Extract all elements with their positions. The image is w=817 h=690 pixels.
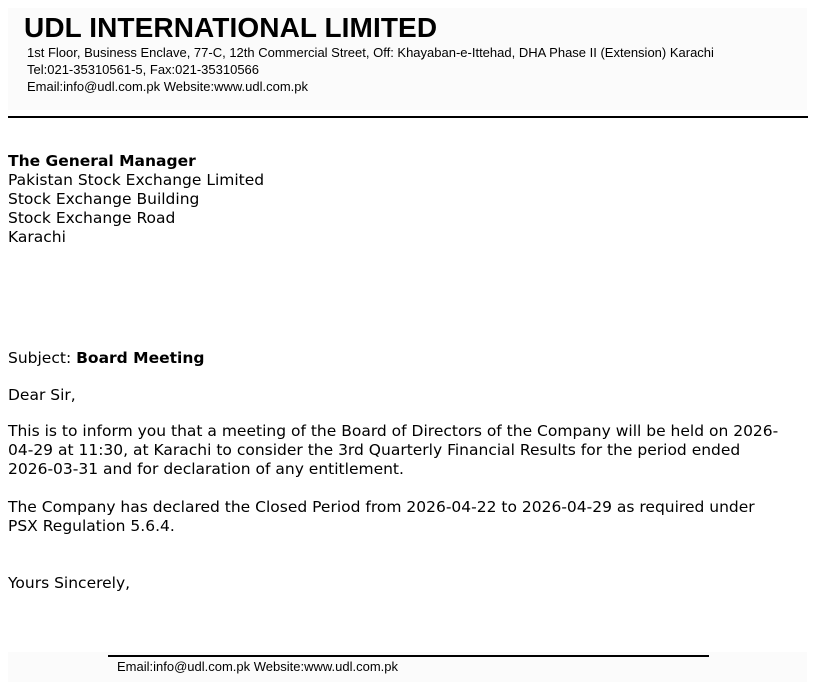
company-name: UDL INTERNATIONAL LIMITED (24, 12, 438, 43)
recipient-title: The General Manager (8, 152, 196, 170)
closing: Yours Sincerely, (8, 574, 131, 592)
company-address: 1st Floor, Business Enclave, 77-C, 12th Commercial Street, Off: Khayaban-e-Ittehad, DHA Phase II (Extension) Karachi (27, 45, 714, 60)
body-paragraph-1: This is to inform you that a meeting of the Board of Directors of the Company will be held on 2026-04-29 at 11:30, at Karachi to consider the 3rd Quarterly Financial Results for the period ended 2026-03-31 and for declaration of any entitlement. (8, 422, 779, 478)
recipient-block (8, 152, 264, 247)
footer-email-website: Email:info@udl.com.pk Website:www.udl.com.pk (117, 659, 399, 674)
footer-divider (108, 655, 709, 657)
recipient-city: Karachi (8, 228, 66, 246)
subject-label: Subject: (8, 349, 72, 367)
company-email-website: Email:info@udl.com.pk Website:www.udl.com.pk (27, 79, 309, 94)
letterhead (8, 8, 807, 110)
recipient-road: Stock Exchange Road (8, 209, 176, 227)
body-paragraph-2: The Company has declared the Closed Period from 2026-04-22 to 2026-04-29 as required under PSX Regulation 5.6.4. (8, 498, 755, 535)
subject-value: Board Meeting (76, 349, 205, 367)
company-phone-fax: Tel:021-35310561-5, Fax:021-35310566 (27, 62, 260, 77)
salutation: Dear Sir, (8, 386, 76, 404)
letterhead-divider (8, 116, 808, 118)
subject-line (8, 349, 204, 368)
recipient-building: Stock Exchange Building (8, 190, 200, 208)
recipient-organization: Pakistan Stock Exchange Limited (8, 171, 265, 189)
